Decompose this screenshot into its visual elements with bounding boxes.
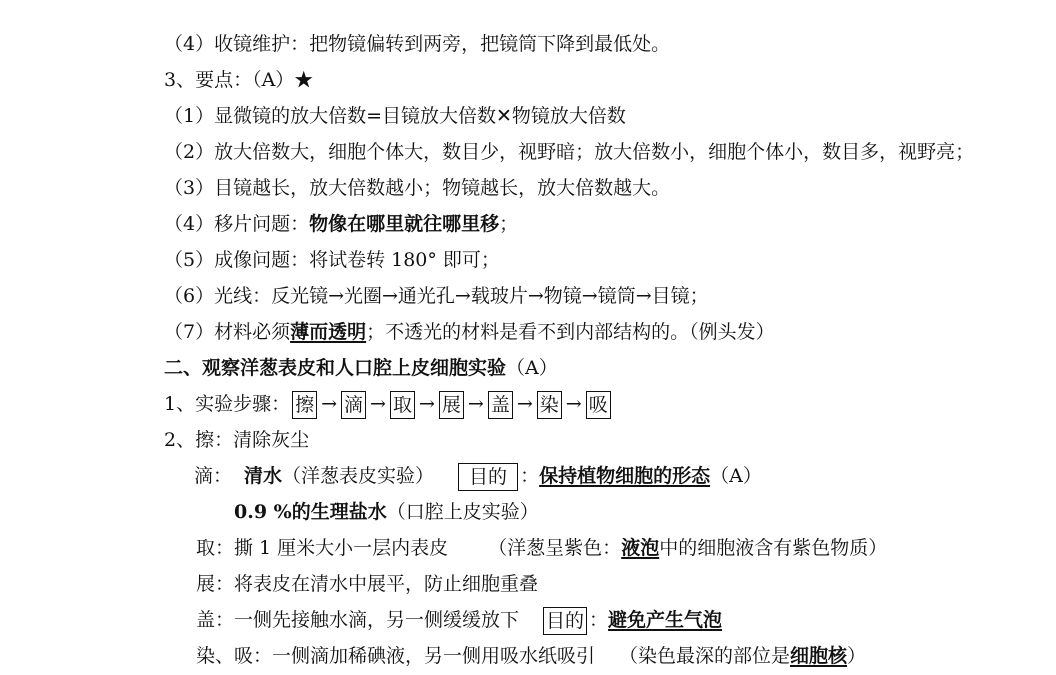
step-box-stain: 染 (537, 391, 562, 419)
slide-moving-rule: 物像在哪里就往哪里移 (309, 213, 500, 235)
experiment-heading-title: 二、观察洋葱表皮和人口腔上皮细胞实验 (164, 357, 507, 379)
text-line-material-requirement (164, 314, 775, 350)
step-box-absorb: 吸 (586, 391, 611, 419)
stain-step-text: 染、吸：一侧滴加稀碘液，另一侧用吸水纸吸引 (196, 645, 596, 667)
arrow-icon: → (321, 393, 338, 415)
text-line-image-formation: （5）成像问题：将试卷转 180° 即可； (164, 249, 500, 271)
experiment-steps-label: 1、实验步骤： (164, 393, 291, 415)
material-key-term: 薄而透明 (290, 321, 367, 343)
arrow-icon: → (418, 393, 435, 415)
text-line-light-path: （6）光线：反光镜→光圈→通光孔→载玻片→物镜→镜筒→目镜； (164, 285, 709, 307)
saline-solution: 0.9 %的生理盐水 (234, 501, 387, 523)
material-note: ；不透光的材料是看不到内部结构的。（例头发） (366, 321, 775, 343)
arrow-icon: → (516, 393, 533, 415)
text-line-magnification-formula: （1）显微镜的放大倍数=目镜放大倍数✕物镜放大倍数 (164, 105, 626, 127)
step-box-take: 取 (390, 391, 415, 419)
text-line-saline (234, 494, 539, 530)
text-line-wipe-step: 2、擦：清除灰尘 (164, 429, 310, 451)
experiment-heading-level: （A） (506, 357, 558, 379)
saline-note: （口腔上皮实验） (386, 501, 539, 523)
section-heading-experiment (164, 350, 558, 386)
text-line-take-step (196, 530, 887, 566)
drop-water: 清水 (244, 465, 283, 487)
text-line-spread-step: 展：将表皮在清水中展平，防止细胞重叠 (196, 573, 539, 595)
text-line-cover-step (196, 602, 722, 638)
purpose-box: 目的 (543, 607, 587, 635)
onion-color-end: 中的细胞液含有紫色物质） (659, 537, 888, 559)
text-line-stain-absorb-step (196, 638, 866, 674)
section-key-points: 3、要点：（A）★ (164, 69, 314, 91)
arrow-icon: → (370, 393, 386, 415)
vacuole-term: 液泡 (621, 537, 660, 559)
step-box-spread: 展 (439, 391, 464, 419)
purpose-colon: ： (520, 465, 540, 487)
stain-note-end: ） (847, 645, 867, 667)
material-label: （7）材料必须 (164, 321, 291, 343)
onion-color-note: （洋葱呈紫色： (488, 537, 622, 559)
step-box-drop: 滴 (341, 391, 366, 419)
purpose-colon: ： (589, 609, 609, 631)
slide-moving-end: ； (499, 213, 519, 235)
text-line-magnification-effects: （2）放大倍数大，细胞个体大，数目少，视野暗；放大倍数小，细胞个体小，数目多，视野亮； (164, 141, 975, 163)
take-step-text: 取：撕 1 厘米大小一层内表皮 (196, 537, 449, 559)
text-line-lens-maintenance: （4）收镜维护：把物镜偏转到两旁，把镜筒下降到最低处。 (164, 33, 671, 55)
purpose-keep-shape: 保持植物细胞的形态 (539, 465, 711, 487)
drop-onion-note: （洋葱表皮实验） (282, 465, 435, 487)
purpose-avoid-bubbles: 避免产生气泡 (608, 609, 723, 631)
text-line-drop-step (194, 458, 762, 494)
drop-step-label: 滴： (194, 465, 233, 487)
drop-level: （A） (710, 465, 762, 487)
slide-moving-label: （4）移片问题： (164, 213, 310, 235)
cover-step-text: 盖：一侧先接触水滴，另一侧缓缓放下 (196, 609, 520, 631)
step-box-wipe: 擦 (292, 391, 317, 419)
arrow-icon: → (467, 393, 484, 415)
text-line-lens-length: （3）目镜越长，放大倍数越小；物镜越长，放大倍数越大。 (164, 177, 671, 199)
step-box-cover: 盖 (488, 391, 513, 419)
experiment-steps-line (164, 386, 613, 422)
purpose-box: 目的 (458, 463, 518, 491)
stain-note: （染色最深的部位是 (619, 645, 791, 667)
nucleus-term: 细胞核 (790, 645, 848, 667)
text-line-slide-moving (164, 206, 518, 242)
arrow-icon: → (565, 393, 582, 415)
